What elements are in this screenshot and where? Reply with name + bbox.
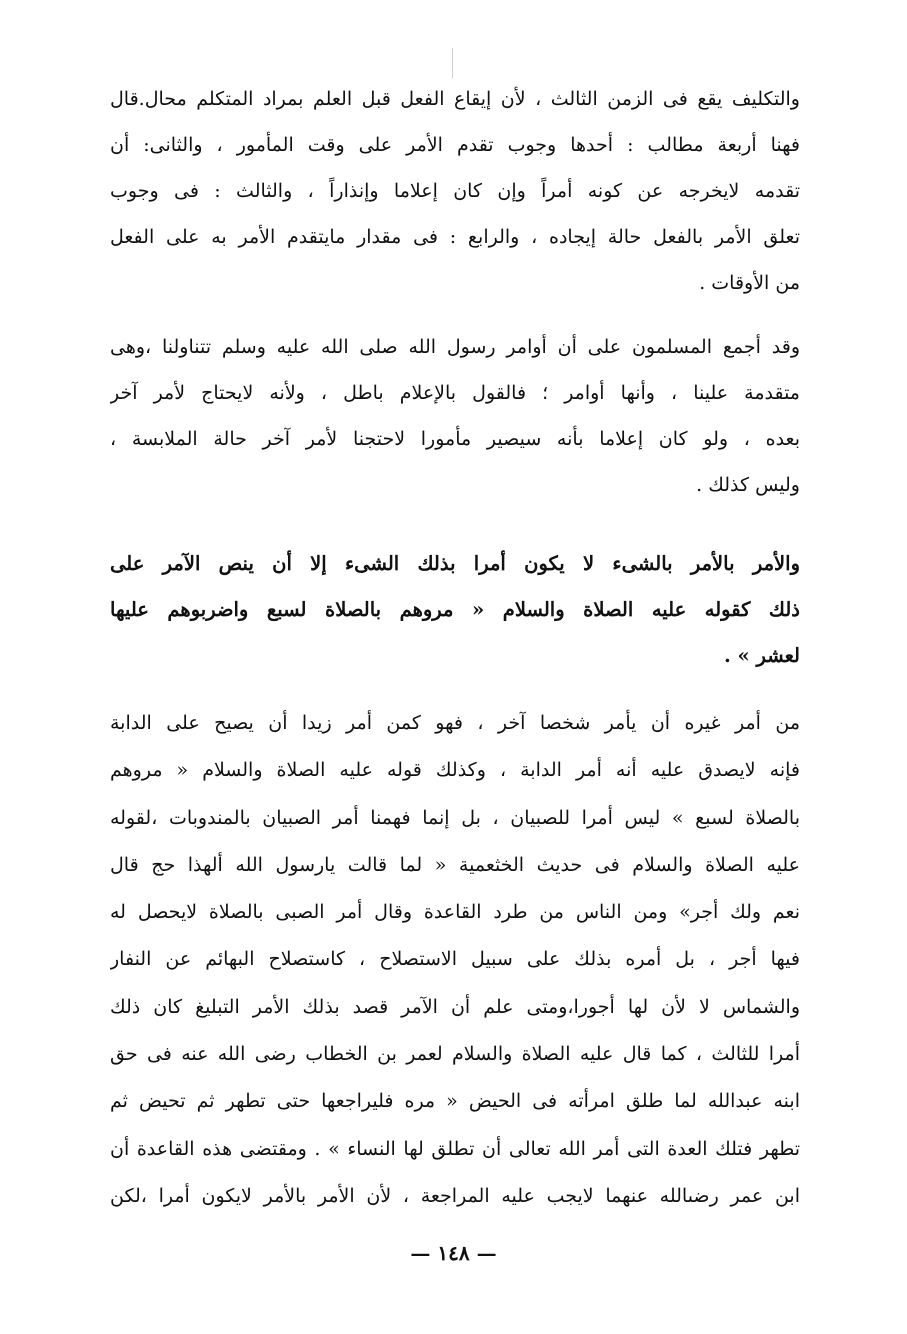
text-line: أمرا للثالث ، كما قال عليه الصلاة والسلام لعمر بن الخطاب رضى الله عنه فى حق (110, 1043, 800, 1066)
text-line: ابن عمر رضىالله عنهما لايجب عليه المراجعة ، لأن الأمر بالأمر لايكون أمرا ،لكن (110, 1184, 800, 1207)
page-number: — ١٤٨ — (410, 1241, 497, 1265)
text-line: والأمر بالأمر بالشىء لا يكون أمرا بذلك الشىء إلا أن ينص الآمر على (110, 552, 800, 575)
text-line: ابنه عبدالله لما طلق امرأته فى الحيض « مره فليراجعها حتى تطهر ثم تحيض ثم (110, 1090, 800, 1113)
text-line: تعلق الأمر بالفعل حالة إيجاده ، والرابع : فى مقدار مايتقدم الأمر به على الفعل (110, 226, 800, 248)
text-line: لعشر » . (723, 644, 800, 667)
text-line: فيها أجر ، بل أمره بذلك على سبيل الاستصلاح ، كاستصلاح البهائم عن النفار (110, 948, 800, 971)
text-line: وليس كذلك . (696, 474, 800, 496)
text-line: فهنا أربعة مطالب : أحدها وجوب تقدم الأمر على وقت المأمور ، والثانى: أن (110, 134, 800, 156)
text-line: والتكليف يقع فى الزمن الثالث ، لأن إيقاع الفعل قبل العلم بمراد المتكلم محال.قال (110, 88, 800, 110)
text-line: والشماس لا لأن لها أجورا،ومتى علم أن الآمر قصد بذلك الأمر التبليغ كان ذلك (110, 995, 800, 1018)
paragraph-4 (110, 700, 800, 1220)
paragraph-2 (110, 324, 800, 508)
text-line: متقدمة علينا ، وأنها أوامر ؛ فالقول بالإعلام باطل ، ولأنه لايحتاج لأمر آخر (110, 382, 800, 404)
text-line: ذلك كقوله عليه الصلاة والسلام « مروهم بالصلاة لسبع واضربوهم عليها (110, 598, 800, 621)
text-line: بالصلاة لسبع » ليس أمرا للصبيان ، بل إنما فهمنا أمر الصبيان بالمندوبات ،لقوله (110, 806, 800, 829)
text-line: نعم ولك أجر» ومن الناس من طرد القاعدة وقال أمر الصبى بالصلاة لايحصل له (110, 901, 800, 924)
paragraph-3-rule (110, 541, 800, 679)
text-line: من أمر غيره أن يأمر شخصا آخر ، فهو كمن أمر زيدا أن يصيح على الدابة (110, 712, 800, 734)
text-line: بعده ، ولو كان إعلاما بأنه سيصير مأمورا لاحتجنا لأمر آخر حالة الملابسة ، (110, 428, 800, 450)
paragraph-1 (110, 76, 800, 306)
text-line: تقدمه لايخرجه عن كونه أمراً وإن كان إعلاما وإنذاراً ، والثالث : فى وجوب (110, 180, 800, 202)
text-line: من الأوقات . (699, 272, 800, 294)
text-line: وقد أجمع المسلمون على أن أوامر رسول الله صلى الله عليه وسلم تتناولنا ،وهى (110, 336, 800, 358)
text-line: فإنه لايصدق عليه أنه أمر الدابة ، وكذلك قوله عليه الصلاة والسلام « مروهم (110, 759, 800, 782)
text-line: تطهر فتلك العدة التى أمر الله تعالى أن تطلق لها النساء » . ومقتضى هذه القاعدة أن (110, 1137, 800, 1160)
fold-mark (452, 48, 453, 78)
text-line: عليه الصلاة والسلام فى حديث الخثعمية « لما قالت يارسول الله ألهذا حج قال (110, 853, 800, 876)
